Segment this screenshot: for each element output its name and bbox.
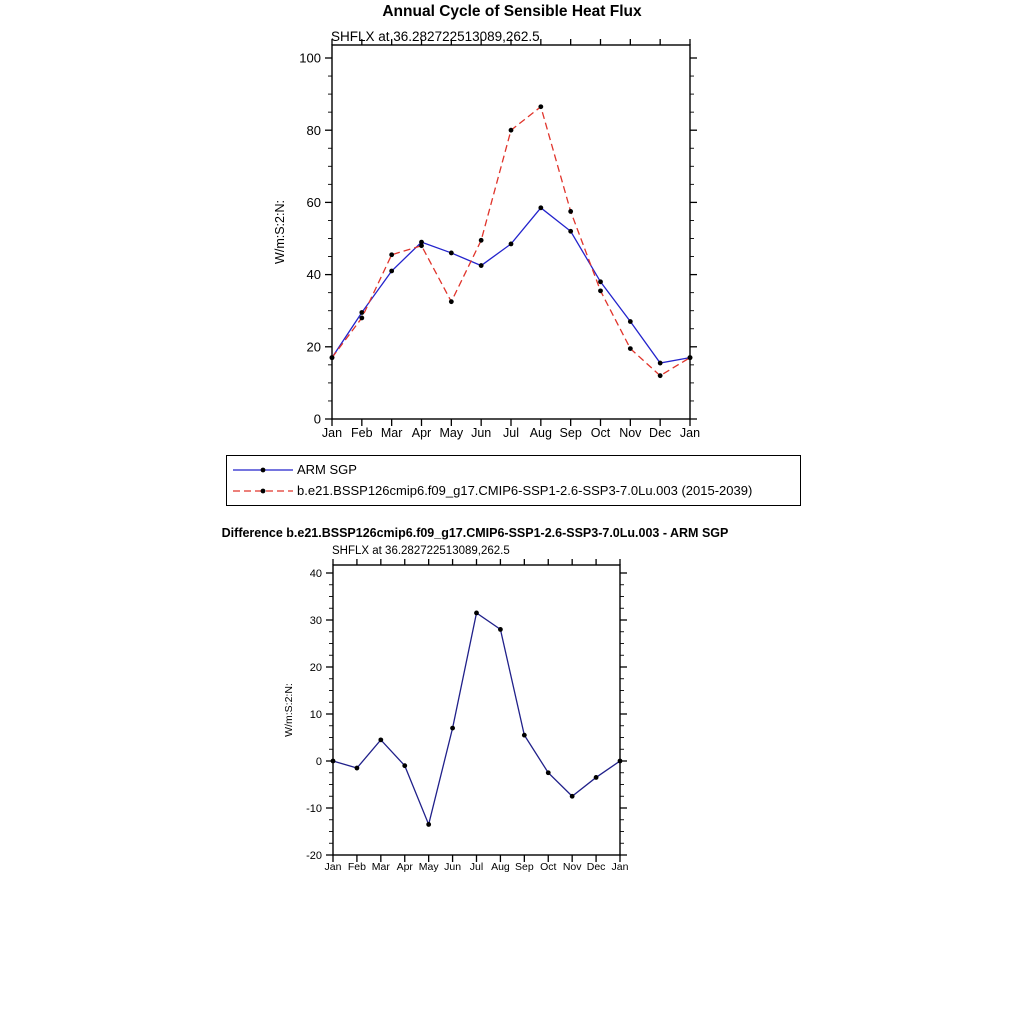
data-point-marker <box>419 243 424 248</box>
data-point-marker <box>522 733 527 738</box>
x-tick-label: Jan <box>611 861 629 873</box>
x-tick-label: Jul <box>469 861 484 873</box>
data-point-marker <box>570 794 575 799</box>
y-tick-label: 20 <box>306 339 321 355</box>
data-point-marker <box>389 252 394 257</box>
data-point-marker <box>389 269 394 274</box>
x-tick-label: Dec <box>649 426 672 440</box>
data-point-marker <box>509 128 514 133</box>
plot-frame <box>332 45 690 419</box>
data-point-marker <box>474 611 479 616</box>
data-point-marker <box>538 205 543 210</box>
data-point-marker <box>331 759 336 764</box>
top-chart <box>273 39 700 440</box>
x-tick-label: Mar <box>380 426 403 440</box>
x-tick-label: Jan <box>321 426 343 440</box>
legend-item-1 <box>232 484 800 498</box>
data-point-marker <box>658 373 663 378</box>
legend-line-sample <box>232 464 294 476</box>
data-point-marker <box>598 288 603 293</box>
legend-line-sample <box>232 485 294 497</box>
x-tick-label: Jun <box>444 861 462 873</box>
y-tick-label: 20 <box>309 661 322 674</box>
x-tick-label: Oct <box>590 426 611 440</box>
data-point-marker <box>594 775 599 780</box>
bottom-chart <box>283 559 629 873</box>
data-point-marker <box>449 299 454 304</box>
data-point-marker <box>402 763 407 768</box>
x-tick-label: Jun <box>471 426 492 440</box>
data-point-marker <box>568 229 573 234</box>
legend-label: ARM SGP <box>297 462 357 477</box>
difference-title: Difference b.e21.BSSP126cmip6.f09_g17.CMIP6-SSP1-2.6-SSP3-7.0Lu.003 - ARM SGP <box>221 526 729 540</box>
legend-label: b.e21.BSSP126cmip6.f09_g17.CMIP6-SSP1-2.6-SSP3-7.0Lu.003 (2015-2039) <box>297 483 753 498</box>
series-line-b-e21-bssp126cmip6-f09-g17-cmip6-ssp1-2-6-ssp3-7-0lu-003 <box>332 107 690 376</box>
data-point-marker <box>618 759 623 764</box>
y-axis-label: W/m:S:2:N: <box>283 683 295 737</box>
data-point-marker <box>479 238 484 243</box>
x-tick-label: Feb <box>351 426 373 440</box>
data-point-marker <box>498 627 503 632</box>
x-tick-label: May <box>418 861 439 873</box>
x-tick-label: Jan <box>324 861 342 873</box>
data-point-marker <box>658 361 663 366</box>
x-tick-label: Sep <box>514 861 534 873</box>
plot-frame <box>333 565 620 855</box>
x-tick-label: Aug <box>491 861 510 873</box>
x-tick-label: Mar <box>371 861 390 873</box>
data-point-marker <box>688 355 693 360</box>
data-point-marker <box>509 242 514 247</box>
data-point-marker <box>628 346 633 351</box>
y-tick-label: 60 <box>306 194 321 210</box>
y-tick-label: 0 <box>315 755 322 768</box>
data-point-marker <box>378 737 383 742</box>
y-tick-label: -10 <box>306 802 322 815</box>
x-tick-label: Aug <box>529 426 552 440</box>
data-point-marker <box>568 209 573 214</box>
bottom-chart-subtitle: SHFLX at 36.282722513089,262.5 <box>332 545 510 557</box>
data-point-marker <box>330 355 335 360</box>
y-tick-label: 80 <box>306 122 321 138</box>
x-tick-label: Dec <box>586 861 606 873</box>
data-point-marker <box>538 104 543 109</box>
x-tick-label: Apr <box>411 426 432 440</box>
x-tick-label: Sep <box>559 426 582 440</box>
y-tick-label: 0 <box>313 411 321 427</box>
x-tick-label: Nov <box>562 861 582 873</box>
main-title: Annual Cycle of Sensible Heat Flux <box>382 3 642 20</box>
data-point-marker <box>450 726 455 731</box>
series-line-arm-sgp <box>332 208 690 363</box>
series-line-difference <box>333 613 620 825</box>
data-point-marker <box>479 263 484 268</box>
y-tick-label: -20 <box>306 849 322 862</box>
legend <box>226 455 801 506</box>
x-tick-label: Jan <box>679 426 701 440</box>
x-tick-label: Nov <box>619 426 642 440</box>
y-tick-label: 40 <box>306 267 321 283</box>
x-tick-label: May <box>439 426 464 440</box>
data-point-marker <box>355 766 360 771</box>
data-point-marker <box>359 310 364 315</box>
data-point-marker <box>546 770 551 775</box>
x-tick-label: Apr <box>396 861 413 873</box>
y-tick-label: 100 <box>299 50 321 66</box>
data-point-marker <box>598 279 603 284</box>
x-tick-label: Oct <box>540 861 557 873</box>
x-tick-label: Feb <box>347 861 366 873</box>
y-axis-label: W/m:S:2:N: <box>273 200 287 264</box>
y-tick-label: 40 <box>309 567 322 580</box>
data-point-marker <box>426 822 431 827</box>
data-point-marker <box>628 319 633 324</box>
legend-item-0 <box>232 463 800 477</box>
top-chart-subtitle: SHFLX at 36.282722513089,262.5 <box>331 29 540 44</box>
y-tick-label: 10 <box>309 708 322 721</box>
data-point-marker <box>359 316 364 321</box>
x-tick-label: Jul <box>503 426 519 440</box>
y-tick-label: 30 <box>309 614 322 627</box>
data-point-marker <box>449 251 454 256</box>
